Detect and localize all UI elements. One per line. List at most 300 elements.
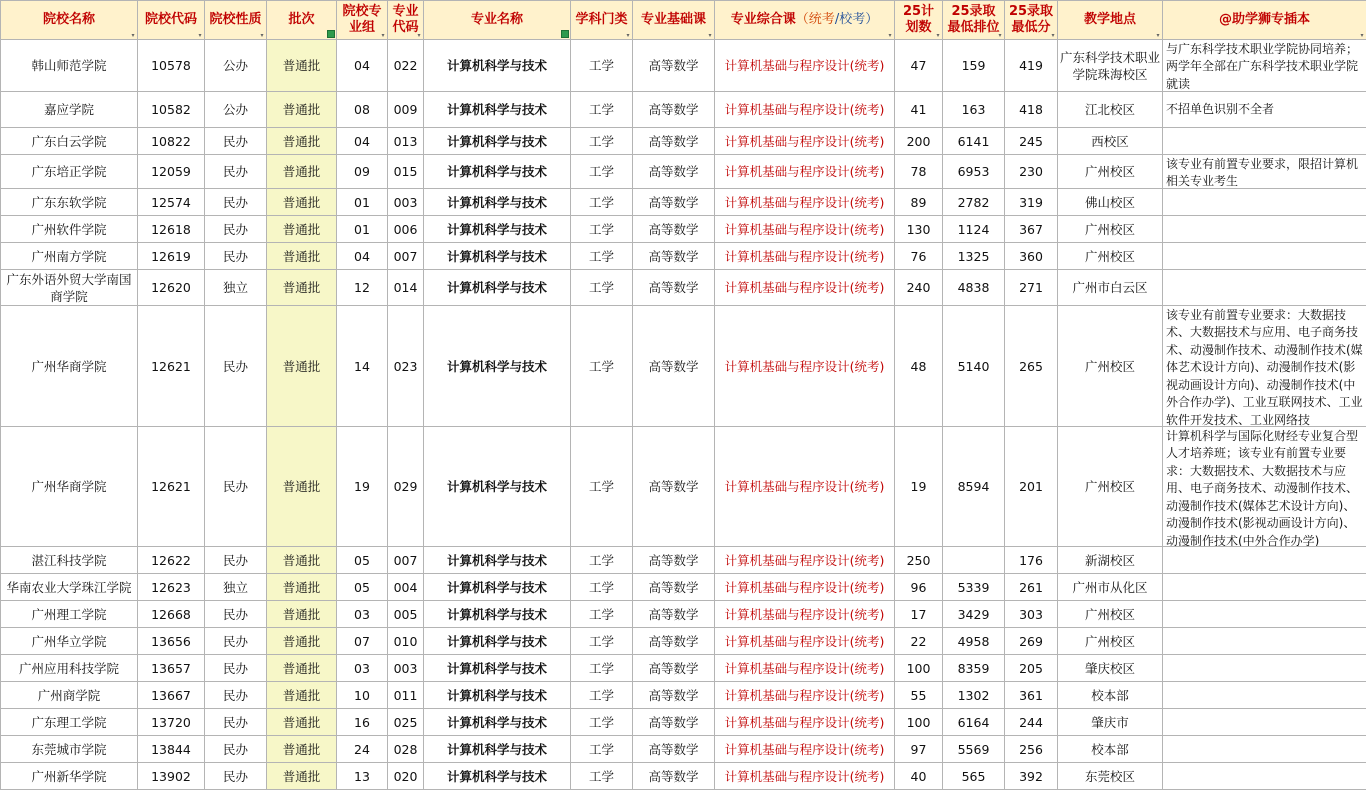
discipline-cell[interactable]: 工学 (571, 155, 633, 189)
school-type-cell[interactable]: 民办 (205, 427, 267, 547)
school-type-cell[interactable]: 民办 (205, 709, 267, 736)
comp-course-cell[interactable]: 计算机基础与程序设计(统考) (715, 155, 895, 189)
batch-cell[interactable]: 普通批 (267, 189, 337, 216)
major-name-cell[interactable]: 计算机科学与技术 (424, 40, 571, 92)
school-code-cell[interactable]: 12623 (138, 574, 205, 601)
min-rank-cell[interactable]: 163 (943, 92, 1005, 128)
batch-cell[interactable]: 普通批 (267, 40, 337, 92)
school-cell[interactable]: 广东东软学院 (1, 189, 138, 216)
filter-dropdown-icon[interactable]: ▾ (998, 32, 1002, 39)
discipline-cell[interactable]: 工学 (571, 736, 633, 763)
remark-cell[interactable] (1163, 155, 1366, 189)
plan-cell[interactable]: 97 (895, 736, 943, 763)
remark-cell[interactable] (1163, 601, 1366, 628)
min-rank-cell[interactable]: 565 (943, 763, 1005, 790)
plan-cell[interactable]: 40 (895, 763, 943, 790)
remark-cell[interactable] (1163, 574, 1366, 601)
major-code-cell[interactable]: 003 (388, 189, 424, 216)
header-campus[interactable]: 教学地点 ▾ (1058, 1, 1163, 40)
group-cell[interactable]: 24 (337, 736, 388, 763)
major-name-cell[interactable]: 计算机科学与技术 (424, 270, 571, 306)
base-course-cell[interactable]: 高等数学 (633, 547, 715, 574)
plan-cell[interactable]: 78 (895, 155, 943, 189)
comp-course-cell[interactable]: 计算机基础与程序设计(统考) (715, 128, 895, 155)
min-rank-cell[interactable]: 4958 (943, 628, 1005, 655)
batch-cell[interactable]: 普通批 (267, 128, 337, 155)
school-code-cell[interactable]: 13902 (138, 763, 205, 790)
header-major-name[interactable]: 专业名称 (424, 1, 571, 40)
discipline-cell[interactable]: 工学 (571, 709, 633, 736)
discipline-cell[interactable]: 工学 (571, 628, 633, 655)
remark-cell[interactable] (1163, 427, 1366, 547)
school-type-cell[interactable]: 民办 (205, 601, 267, 628)
header-base-course[interactable]: 专业基础课 ▾ (633, 1, 715, 40)
batch-cell[interactable]: 普通批 (267, 547, 337, 574)
plan-cell[interactable]: 47 (895, 40, 943, 92)
major-name-cell[interactable]: 计算机科学与技术 (424, 427, 571, 547)
group-cell[interactable]: 04 (337, 128, 388, 155)
remark-cell[interactable] (1163, 128, 1366, 155)
remark-cell[interactable] (1163, 628, 1366, 655)
base-course-cell[interactable]: 高等数学 (633, 709, 715, 736)
batch-cell[interactable]: 普通批 (267, 655, 337, 682)
group-cell[interactable]: 01 (337, 189, 388, 216)
batch-cell[interactable]: 普通批 (267, 763, 337, 790)
school-cell[interactable]: 广州商学院 (1, 682, 138, 709)
base-course-cell[interactable]: 高等数学 (633, 736, 715, 763)
min-rank-cell[interactable]: 1124 (943, 216, 1005, 243)
plan-cell[interactable]: 200 (895, 128, 943, 155)
major-name-cell[interactable]: 计算机科学与技术 (424, 601, 571, 628)
group-cell[interactable]: 04 (337, 243, 388, 270)
remark-cell[interactable] (1163, 736, 1366, 763)
plan-cell[interactable]: 55 (895, 682, 943, 709)
filter-dropdown-icon[interactable]: ▾ (1360, 32, 1364, 39)
school-type-cell[interactable]: 独立 (205, 270, 267, 306)
min-rank-cell[interactable]: 8359 (943, 655, 1005, 682)
comp-course-cell[interactable]: 计算机基础与程序设计(统考) (715, 601, 895, 628)
plan-cell[interactable]: 89 (895, 189, 943, 216)
min-score-cell[interactable]: 419 (1005, 40, 1058, 92)
comp-course-cell[interactable]: 计算机基础与程序设计(统考) (715, 655, 895, 682)
school-type-cell[interactable]: 民办 (205, 189, 267, 216)
min-score-cell[interactable]: 360 (1005, 243, 1058, 270)
remark-cell[interactable] (1163, 655, 1366, 682)
discipline-cell[interactable]: 工学 (571, 427, 633, 547)
header-major-code[interactable]: 专业代码 ▾ (388, 1, 424, 40)
school-cell[interactable]: 广州华商学院 (1, 306, 138, 427)
comp-course-cell[interactable]: 计算机基础与程序设计(统考) (715, 40, 895, 92)
plan-cell[interactable]: 17 (895, 601, 943, 628)
school-cell[interactable]: 广东培正学院 (1, 155, 138, 189)
base-course-cell[interactable]: 高等数学 (633, 270, 715, 306)
min-rank-cell[interactable] (943, 547, 1005, 574)
group-cell[interactable]: 03 (337, 655, 388, 682)
school-code-cell[interactable]: 12618 (138, 216, 205, 243)
discipline-cell[interactable]: 工学 (571, 243, 633, 270)
major-name-cell[interactable]: 计算机科学与技术 (424, 128, 571, 155)
school-type-cell[interactable]: 民办 (205, 216, 267, 243)
min-rank-cell[interactable]: 5569 (943, 736, 1005, 763)
base-course-cell[interactable]: 高等数学 (633, 306, 715, 427)
comp-course-cell[interactable]: 计算机基础与程序设计(统考) (715, 216, 895, 243)
campus-cell[interactable]: 新湖校区 (1058, 547, 1163, 574)
batch-cell[interactable]: 普通批 (267, 709, 337, 736)
school-type-cell[interactable]: 民办 (205, 547, 267, 574)
school-code-cell[interactable]: 12621 (138, 306, 205, 427)
school-code-cell[interactable]: 12059 (138, 155, 205, 189)
header-comp-course[interactable]: 专业综合课（统考/校考） ▾ (715, 1, 895, 40)
group-cell[interactable]: 05 (337, 574, 388, 601)
remark-cell[interactable] (1163, 243, 1366, 270)
school-cell[interactable]: 广州南方学院 (1, 243, 138, 270)
major-name-cell[interactable]: 计算机科学与技术 (424, 92, 571, 128)
filter-dropdown-icon[interactable]: ▾ (417, 32, 421, 39)
major-name-cell[interactable]: 计算机科学与技术 (424, 709, 571, 736)
comp-course-cell[interactable]: 计算机基础与程序设计(统考) (715, 574, 895, 601)
major-code-cell[interactable]: 009 (388, 92, 424, 128)
campus-cell[interactable]: 广州校区 (1058, 243, 1163, 270)
base-course-cell[interactable]: 高等数学 (633, 427, 715, 547)
school-cell[interactable]: 嘉应学院 (1, 92, 138, 128)
header-discipline[interactable]: 学科门类 ▾ (571, 1, 633, 40)
major-name-cell[interactable]: 计算机科学与技术 (424, 306, 571, 427)
discipline-cell[interactable]: 工学 (571, 682, 633, 709)
batch-cell[interactable]: 普通批 (267, 306, 337, 427)
min-rank-cell[interactable]: 3429 (943, 601, 1005, 628)
school-cell[interactable]: 韩山师范学院 (1, 40, 138, 92)
batch-cell[interactable]: 普通批 (267, 574, 337, 601)
school-code-cell[interactable]: 10578 (138, 40, 205, 92)
campus-cell[interactable]: 校本部 (1058, 736, 1163, 763)
base-course-cell[interactable]: 高等数学 (633, 216, 715, 243)
campus-cell[interactable]: 西校区 (1058, 128, 1163, 155)
comp-course-cell[interactable]: 计算机基础与程序设计(统考) (715, 736, 895, 763)
plan-cell[interactable]: 76 (895, 243, 943, 270)
school-type-cell[interactable]: 公办 (205, 92, 267, 128)
min-score-cell[interactable]: 303 (1005, 601, 1058, 628)
comp-course-cell[interactable]: 计算机基础与程序设计(统考) (715, 682, 895, 709)
comp-course-cell[interactable]: 计算机基础与程序设计(统考) (715, 243, 895, 270)
discipline-cell[interactable]: 工学 (571, 92, 633, 128)
campus-cell[interactable]: 校本部 (1058, 682, 1163, 709)
major-name-cell[interactable]: 计算机科学与技术 (424, 574, 571, 601)
school-code-cell[interactable]: 12621 (138, 427, 205, 547)
school-type-cell[interactable]: 民办 (205, 243, 267, 270)
min-rank-cell[interactable]: 5339 (943, 574, 1005, 601)
min-score-cell[interactable]: 230 (1005, 155, 1058, 189)
batch-cell[interactable]: 普通批 (267, 243, 337, 270)
comp-course-cell[interactable]: 计算机基础与程序设计(统考) (715, 709, 895, 736)
min-score-cell[interactable]: 261 (1005, 574, 1058, 601)
discipline-cell[interactable]: 工学 (571, 306, 633, 427)
min-score-cell[interactable]: 265 (1005, 306, 1058, 427)
school-cell[interactable]: 广州应用科技学院 (1, 655, 138, 682)
min-rank-cell[interactable]: 8594 (943, 427, 1005, 547)
school-type-cell[interactable]: 民办 (205, 682, 267, 709)
batch-cell[interactable]: 普通批 (267, 155, 337, 189)
base-course-cell[interactable]: 高等数学 (633, 40, 715, 92)
min-score-cell[interactable]: 361 (1005, 682, 1058, 709)
school-code-cell[interactable]: 10582 (138, 92, 205, 128)
major-code-cell[interactable]: 020 (388, 763, 424, 790)
comp-course-cell[interactable]: 计算机基础与程序设计(统考) (715, 628, 895, 655)
filter-dropdown-icon[interactable]: ▾ (1156, 32, 1160, 39)
plan-cell[interactable]: 19 (895, 427, 943, 547)
batch-cell[interactable]: 普通批 (267, 628, 337, 655)
batch-cell[interactable]: 普通批 (267, 216, 337, 243)
base-course-cell[interactable]: 高等数学 (633, 763, 715, 790)
school-type-cell[interactable]: 独立 (205, 574, 267, 601)
min-score-cell[interactable]: 367 (1005, 216, 1058, 243)
major-code-cell[interactable]: 028 (388, 736, 424, 763)
filter-dropdown-icon[interactable]: ▾ (131, 32, 135, 39)
campus-cell[interactable]: 肇庆市 (1058, 709, 1163, 736)
major-code-cell[interactable]: 015 (388, 155, 424, 189)
plan-cell[interactable]: 100 (895, 655, 943, 682)
school-cell[interactable]: 广东白云学院 (1, 128, 138, 155)
school-type-cell[interactable]: 公办 (205, 40, 267, 92)
campus-cell[interactable]: 肇庆校区 (1058, 655, 1163, 682)
group-cell[interactable]: 13 (337, 763, 388, 790)
school-cell[interactable]: 广州华立学院 (1, 628, 138, 655)
filter-dropdown-icon[interactable]: ▾ (626, 32, 630, 39)
campus-cell[interactable]: 江北校区 (1058, 92, 1163, 128)
discipline-cell[interactable]: 工学 (571, 574, 633, 601)
min-rank-cell[interactable]: 159 (943, 40, 1005, 92)
min-score-cell[interactable]: 256 (1005, 736, 1058, 763)
school-cell[interactable]: 广东理工学院 (1, 709, 138, 736)
group-cell[interactable]: 16 (337, 709, 388, 736)
group-cell[interactable]: 03 (337, 601, 388, 628)
major-code-cell[interactable]: 005 (388, 601, 424, 628)
school-code-cell[interactable]: 10822 (138, 128, 205, 155)
group-cell[interactable]: 04 (337, 40, 388, 92)
school-type-cell[interactable]: 民办 (205, 128, 267, 155)
base-course-cell[interactable]: 高等数学 (633, 128, 715, 155)
base-course-cell[interactable]: 高等数学 (633, 574, 715, 601)
major-name-cell[interactable]: 计算机科学与技术 (424, 763, 571, 790)
school-code-cell[interactable]: 12668 (138, 601, 205, 628)
base-course-cell[interactable]: 高等数学 (633, 682, 715, 709)
min-rank-cell[interactable]: 4838 (943, 270, 1005, 306)
discipline-cell[interactable]: 工学 (571, 763, 633, 790)
major-code-cell[interactable]: 007 (388, 547, 424, 574)
header-min-rank[interactable]: 25录取最低排位 ▾ (943, 1, 1005, 40)
school-type-cell[interactable]: 民办 (205, 155, 267, 189)
remark-cell[interactable] (1163, 40, 1366, 92)
campus-cell[interactable]: 广州校区 (1058, 216, 1163, 243)
plan-cell[interactable]: 41 (895, 92, 943, 128)
group-cell[interactable]: 12 (337, 270, 388, 306)
remark-cell[interactable] (1163, 92, 1366, 128)
school-code-cell[interactable]: 13844 (138, 736, 205, 763)
school-cell[interactable]: 广东外语外贸大学南国商学院 (1, 270, 138, 306)
group-cell[interactable]: 19 (337, 427, 388, 547)
major-name-cell[interactable]: 计算机科学与技术 (424, 682, 571, 709)
header-school-type[interactable]: 院校性质 ▾ (205, 1, 267, 40)
header-batch[interactable]: 批次 (267, 1, 337, 40)
major-code-cell[interactable]: 014 (388, 270, 424, 306)
filter-dropdown-icon[interactable]: ▾ (260, 32, 264, 39)
batch-cell[interactable]: 普通批 (267, 427, 337, 547)
campus-cell[interactable]: 广东科学技术职业学院珠海校区 (1058, 40, 1163, 92)
batch-cell[interactable]: 普通批 (267, 601, 337, 628)
batch-cell[interactable]: 普通批 (267, 92, 337, 128)
major-name-cell[interactable]: 计算机科学与技术 (424, 736, 571, 763)
plan-cell[interactable]: 48 (895, 306, 943, 427)
min-rank-cell[interactable]: 1302 (943, 682, 1005, 709)
school-cell[interactable]: 湛江科技学院 (1, 547, 138, 574)
school-type-cell[interactable]: 民办 (205, 655, 267, 682)
school-cell[interactable]: 华南农业大学珠江学院 (1, 574, 138, 601)
campus-cell[interactable]: 广州市白云区 (1058, 270, 1163, 306)
base-course-cell[interactable]: 高等数学 (633, 155, 715, 189)
filter-active-icon[interactable] (561, 30, 569, 38)
campus-cell[interactable]: 广州校区 (1058, 155, 1163, 189)
major-code-cell[interactable]: 007 (388, 243, 424, 270)
group-cell[interactable]: 09 (337, 155, 388, 189)
min-score-cell[interactable]: 176 (1005, 547, 1058, 574)
comp-course-cell[interactable]: 计算机基础与程序设计(统考) (715, 270, 895, 306)
header-school-code[interactable]: 院校代码 ▾ (138, 1, 205, 40)
comp-course-cell[interactable]: 计算机基础与程序设计(统考) (715, 547, 895, 574)
discipline-cell[interactable]: 工学 (571, 270, 633, 306)
campus-cell[interactable]: 广州校区 (1058, 628, 1163, 655)
major-name-cell[interactable]: 计算机科学与技术 (424, 189, 571, 216)
comp-course-cell[interactable]: 计算机基础与程序设计(统考) (715, 306, 895, 427)
plan-cell[interactable]: 130 (895, 216, 943, 243)
group-cell[interactable]: 05 (337, 547, 388, 574)
major-code-cell[interactable]: 003 (388, 655, 424, 682)
plan-cell[interactable]: 22 (895, 628, 943, 655)
school-cell[interactable]: 广州华商学院 (1, 427, 138, 547)
major-code-cell[interactable]: 010 (388, 628, 424, 655)
filter-active-icon[interactable] (327, 30, 335, 38)
major-name-cell[interactable]: 计算机科学与技术 (424, 243, 571, 270)
discipline-cell[interactable]: 工学 (571, 189, 633, 216)
filter-dropdown-icon[interactable]: ▾ (198, 32, 202, 39)
major-code-cell[interactable]: 013 (388, 128, 424, 155)
group-cell[interactable]: 10 (337, 682, 388, 709)
min-rank-cell[interactable]: 5140 (943, 306, 1005, 427)
base-course-cell[interactable]: 高等数学 (633, 92, 715, 128)
batch-cell[interactable]: 普通批 (267, 270, 337, 306)
school-code-cell[interactable]: 12574 (138, 189, 205, 216)
min-rank-cell[interactable]: 6164 (943, 709, 1005, 736)
remark-cell[interactable] (1163, 216, 1366, 243)
major-code-cell[interactable]: 022 (388, 40, 424, 92)
school-code-cell[interactable]: 13656 (138, 628, 205, 655)
remark-cell[interactable] (1163, 306, 1366, 427)
campus-cell[interactable]: 广州校区 (1058, 427, 1163, 547)
major-code-cell[interactable]: 023 (388, 306, 424, 427)
campus-cell[interactable]: 广州市从化区 (1058, 574, 1163, 601)
major-name-cell[interactable]: 计算机科学与技术 (424, 216, 571, 243)
min-score-cell[interactable]: 245 (1005, 128, 1058, 155)
filter-dropdown-icon[interactable]: ▾ (708, 32, 712, 39)
group-cell[interactable]: 14 (337, 306, 388, 427)
filter-dropdown-icon[interactable]: ▾ (381, 32, 385, 39)
min-rank-cell[interactable]: 6141 (943, 128, 1005, 155)
school-code-cell[interactable]: 12620 (138, 270, 205, 306)
group-cell[interactable]: 01 (337, 216, 388, 243)
major-name-cell[interactable]: 计算机科学与技术 (424, 628, 571, 655)
remark-cell[interactable] (1163, 270, 1366, 306)
campus-cell[interactable]: 东莞校区 (1058, 763, 1163, 790)
min-score-cell[interactable]: 418 (1005, 92, 1058, 128)
major-name-cell[interactable]: 计算机科学与技术 (424, 155, 571, 189)
comp-course-cell[interactable]: 计算机基础与程序设计(统考) (715, 189, 895, 216)
school-code-cell[interactable]: 13667 (138, 682, 205, 709)
major-code-cell[interactable]: 006 (388, 216, 424, 243)
filter-dropdown-icon[interactable]: ▾ (1051, 32, 1055, 39)
school-type-cell[interactable]: 民办 (205, 306, 267, 427)
header-remark[interactable]: @助学狮专插本 ▾ (1163, 1, 1366, 40)
plan-cell[interactable]: 100 (895, 709, 943, 736)
school-type-cell[interactable]: 民办 (205, 763, 267, 790)
discipline-cell[interactable]: 工学 (571, 547, 633, 574)
comp-course-cell[interactable]: 计算机基础与程序设计(统考) (715, 427, 895, 547)
filter-dropdown-icon[interactable]: ▾ (936, 32, 940, 39)
min-rank-cell[interactable]: 6953 (943, 155, 1005, 189)
campus-cell[interactable]: 广州校区 (1058, 306, 1163, 427)
batch-cell[interactable]: 普通批 (267, 682, 337, 709)
school-cell[interactable]: 东莞城市学院 (1, 736, 138, 763)
campus-cell[interactable]: 广州校区 (1058, 601, 1163, 628)
school-cell[interactable]: 广州软件学院 (1, 216, 138, 243)
major-code-cell[interactable]: 029 (388, 427, 424, 547)
base-course-cell[interactable]: 高等数学 (633, 628, 715, 655)
header-group[interactable]: 院校专业组 ▾ (337, 1, 388, 40)
discipline-cell[interactable]: 工学 (571, 40, 633, 92)
remark-cell[interactable] (1163, 189, 1366, 216)
school-code-cell[interactable]: 13657 (138, 655, 205, 682)
header-min-score[interactable]: 25录取最低分 ▾ (1005, 1, 1058, 40)
school-cell[interactable]: 广州新华学院 (1, 763, 138, 790)
plan-cell[interactable]: 96 (895, 574, 943, 601)
plan-cell[interactable]: 240 (895, 270, 943, 306)
filter-dropdown-icon[interactable]: ▾ (888, 32, 892, 39)
min-rank-cell[interactable]: 2782 (943, 189, 1005, 216)
campus-cell[interactable]: 佛山校区 (1058, 189, 1163, 216)
plan-cell[interactable]: 250 (895, 547, 943, 574)
remark-cell[interactable] (1163, 547, 1366, 574)
base-course-cell[interactable]: 高等数学 (633, 243, 715, 270)
school-code-cell[interactable]: 13720 (138, 709, 205, 736)
remark-cell[interactable] (1163, 763, 1366, 790)
batch-cell[interactable]: 普通批 (267, 736, 337, 763)
school-type-cell[interactable]: 民办 (205, 628, 267, 655)
min-rank-cell[interactable]: 1325 (943, 243, 1005, 270)
min-score-cell[interactable]: 244 (1005, 709, 1058, 736)
remark-cell[interactable] (1163, 682, 1366, 709)
min-score-cell[interactable]: 201 (1005, 427, 1058, 547)
header-plan[interactable]: 25计划数 ▾ (895, 1, 943, 40)
comp-course-cell[interactable]: 计算机基础与程序设计(统考) (715, 763, 895, 790)
discipline-cell[interactable]: 工学 (571, 655, 633, 682)
school-cell[interactable]: 广州理工学院 (1, 601, 138, 628)
discipline-cell[interactable]: 工学 (571, 216, 633, 243)
major-code-cell[interactable]: 004 (388, 574, 424, 601)
min-score-cell[interactable]: 392 (1005, 763, 1058, 790)
header-school[interactable]: 院校名称 ▾ (1, 1, 138, 40)
discipline-cell[interactable]: 工学 (571, 128, 633, 155)
major-code-cell[interactable]: 011 (388, 682, 424, 709)
school-code-cell[interactable]: 12622 (138, 547, 205, 574)
min-score-cell[interactable]: 319 (1005, 189, 1058, 216)
base-course-cell[interactable]: 高等数学 (633, 189, 715, 216)
